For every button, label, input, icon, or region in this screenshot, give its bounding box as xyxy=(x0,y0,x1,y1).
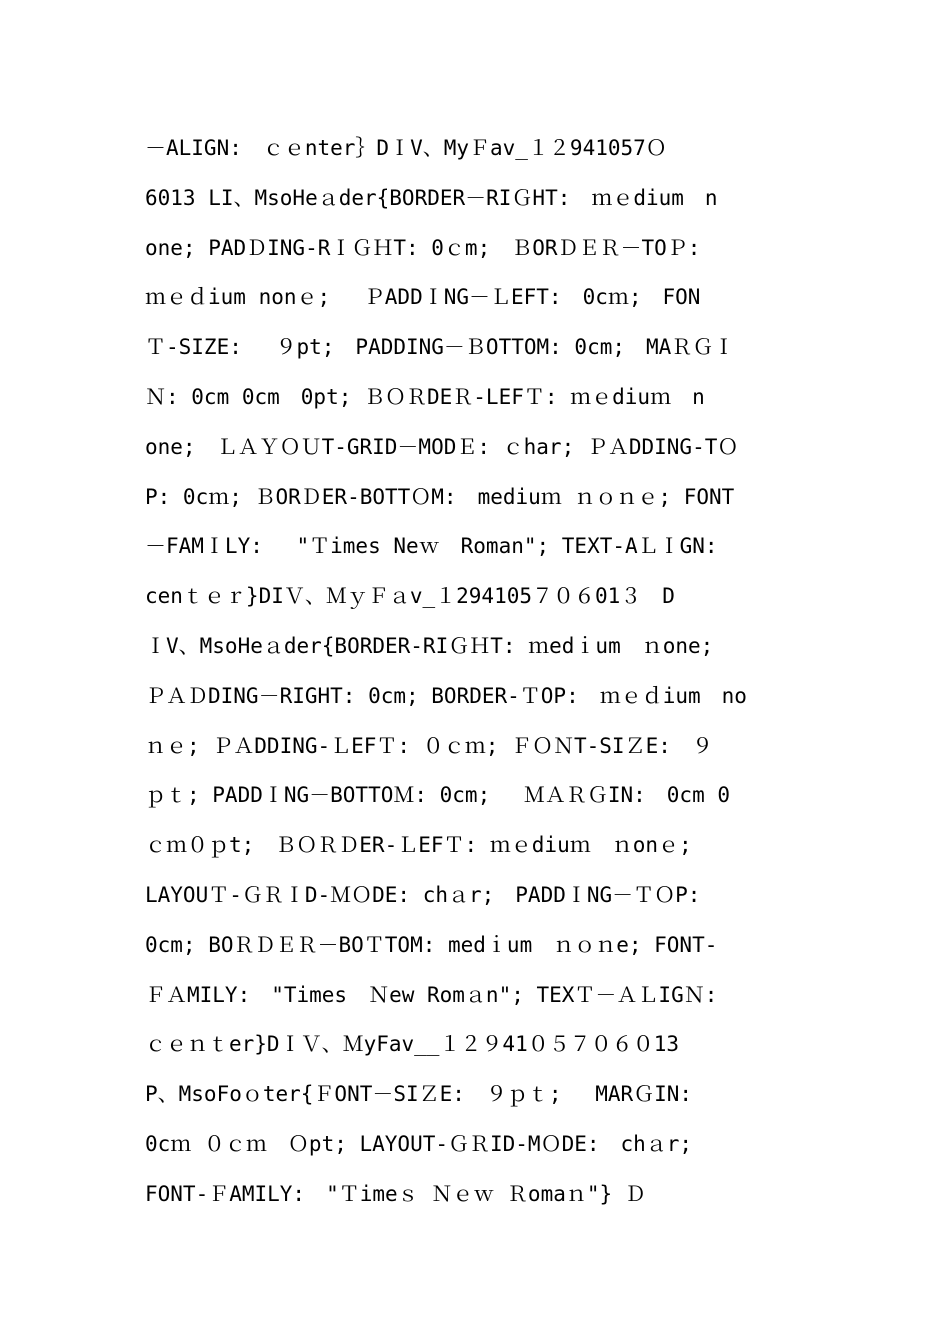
text-line-18: ＦＡMILY: "Times Ｎew Romａn"; TEXＴ－ＡＬIGＮ: xyxy=(145,982,718,1007)
text-line-17: 0cm; BOＲＤＥＲ－BOＴTOM: medｉum ｎｏｎe; FONT- xyxy=(145,932,718,957)
text-line-5: Ｔ-SIZE: ９pt; PADDING－ＢOTTOM: 0cm; MAＲＧＩ xyxy=(145,335,735,360)
text-line-20: P、MsoFoｏter{ＦONT－SIＺE: ９ｐｔ; MARＧIN: xyxy=(145,1082,693,1107)
text-line-14: ｐｔ; PADDＩNG－BOTTOＭ: 0cm; ＭＡＲＧIN: 0cm 0 xyxy=(145,783,731,808)
text-line-2: 6013 LI、MsoHeａder{BORDER－RIＧHT: ｍｅdium n xyxy=(145,185,718,210)
text-line-22: FONT-ＦAMILY: "Ｔimeｓ Ｎｅｗ Ｒomaｎ"} Ｄ xyxy=(145,1181,646,1206)
text-line-6: Ｎ: 0cm 0cm 0pt; ＢＯＲDEＲ-LEFＴ: ｍｅdiuｍ n xyxy=(145,384,705,409)
text-line-19: ｃｅｎｔer}DＩＶ、ＭyFav__１２９41０５７０６０13 xyxy=(145,1032,680,1057)
text-line-9: －FAMＩLY: "Ｔimes Neｗ Roman"; TEXT-AＬＩGN: xyxy=(145,534,718,559)
text-line-10: cenｔｅｒ}DIＶ、ＭｙＦａv_１294105７０６01３ D xyxy=(145,584,675,609)
text-line-16: LAYOUＴ-ＧＲＩD-ＭＯDE: chａr; PADDＩNG－ＴＯP: xyxy=(145,882,701,907)
text-line-3: one; PADＤING-RＩＧＨT: 0ｃm; ＢORＤＥＲ－TOＰ: xyxy=(145,235,701,260)
text-line-11: ＩV、MsoHeａder{BORDER-RIＧＨT: ｍedｉum ｎone; xyxy=(145,633,714,658)
text-line-1: －ALIGN: ｃｅnter｝DＩV、MyＦav_１２941057Ｏ xyxy=(145,136,667,160)
body-text xyxy=(145,124,815,1220)
text-line-7: one; ＬＡＹＯＵT-GRID－MODＥ: ｃhar; ＰＡDDING-TＯ xyxy=(145,434,739,459)
text-line-13: ｎｅ; ＰＡDDING-ＬEFＴ: ０ｃｍ; ＦＯＮT-SIＺE: ９ xyxy=(145,733,713,758)
text-line-4: ｍｅｄium nonｅ; ＰADDＩNG－ＬEFT: 0cｍ; FON xyxy=(145,285,701,310)
text-line-21: 0cｍ ０ｃｍ Ｏpt; LAYOUT-ＧＲID-MＯDE: chａr; xyxy=(145,1131,693,1156)
text-line-8: P: 0cｍ; ＢORＤER-BOTTＯM: mediuｍ ｎｏｎｅ; FONT xyxy=(145,484,735,509)
text-line-15: ｃｍ０ｐt; ＢＯＲＤER-ＬEFＴ: ｍｅdiuｍ ｎonｅ; xyxy=(145,833,692,858)
text-line-12: ＰＡＤDING－RIGHT: 0cm; BORDER-ＴOP: ｍｅｄium no xyxy=(145,683,747,708)
